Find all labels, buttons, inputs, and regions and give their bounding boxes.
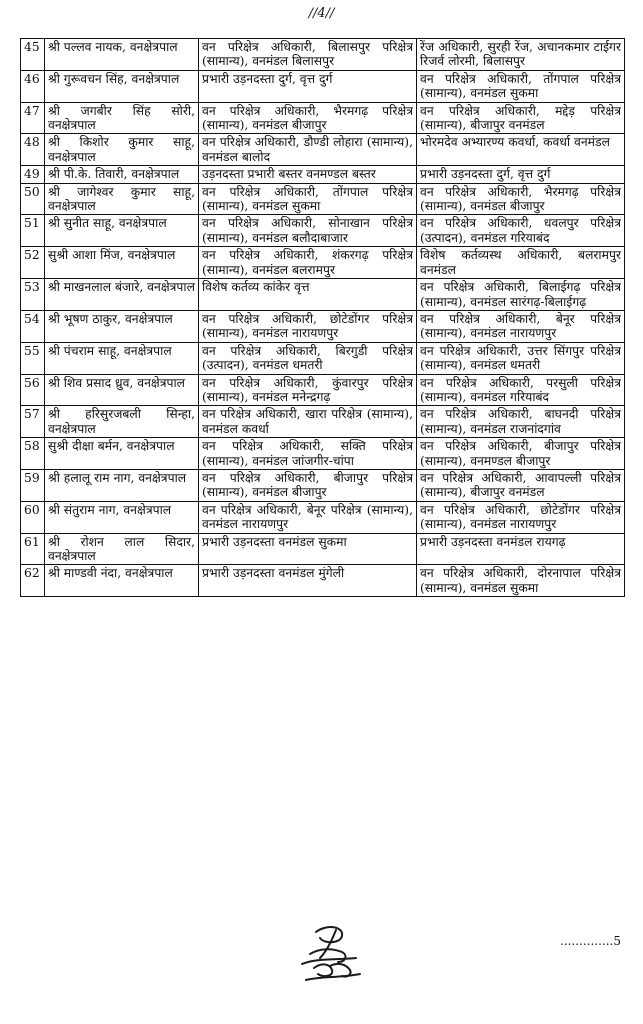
serial-number-cell: 47 <box>21 102 45 134</box>
serial-number-cell: 46 <box>21 70 45 102</box>
officer-name-cell: श्री माखनलाल बंजारे, वनक्षेत्रपाल <box>45 279 199 311</box>
table-row <box>21 501 625 533</box>
new-posting-cell: वन परिक्षेत्र अधिकारी, बाघनदी परिक्षेत्र (सामान्य), वनमंडल राजनांदगांव <box>417 406 625 438</box>
officer-name-cell: सुश्री दीक्षा बर्मन, वनक्षेत्रपाल <box>45 438 199 470</box>
officer-name-cell: श्री संतुराम नाग, वनक्षेत्रपाल <box>45 501 199 533</box>
current-posting-cell: प्रभारी उड़नदस्ता वनमंडल मुंगेली <box>199 565 417 597</box>
table-row <box>21 134 625 166</box>
table-row <box>21 438 625 470</box>
table-row <box>21 279 625 311</box>
officer-name-cell: श्री भूषण ठाकुर, वनक्षेत्रपाल <box>45 310 199 342</box>
serial-number-cell: 60 <box>21 501 45 533</box>
serial-number-cell: 53 <box>21 279 45 311</box>
table-row <box>21 406 625 438</box>
serial-number-cell: 62 <box>21 565 45 597</box>
table-row <box>21 247 625 279</box>
officer-name-cell: श्री जागेश्वर कुमार साहू, वनक्षेत्रपाल <box>45 183 199 215</box>
serial-number-cell: 52 <box>21 247 45 279</box>
current-posting-cell: वन परिक्षेत्र अधिकारी, खारा परिक्षेत्र (सामान्य), वनमंडल कवर्धा <box>199 406 417 438</box>
new-posting-cell: विशेष कर्तव्यस्थ अधिकारी, बलरामपुर वनमंडल <box>417 247 625 279</box>
current-posting-cell: वन परिक्षेत्र अधिकारी, बिरगुडी परिक्षेत्र (उत्पादन), वनमंडल धमतरी <box>199 342 417 374</box>
serial-number-cell: 51 <box>21 215 45 247</box>
new-posting-cell: वन परिक्षेत्र अधिकारी, बेनूर परिक्षेत्र (सामान्य), वनमंडल नारायणपुर <box>417 310 625 342</box>
table-row <box>21 533 625 565</box>
serial-number-cell: 55 <box>21 342 45 374</box>
signature-image <box>296 918 366 988</box>
serial-number-cell: 56 <box>21 374 45 406</box>
officer-name-cell: श्री रोशन लाल सिदार, वनक्षेत्रपाल <box>45 533 199 565</box>
current-posting-cell: वन परिक्षेत्र अधिकारी, सोनाखान परिक्षेत्र (सामान्य), वनमंडल बलौदाबाजार <box>199 215 417 247</box>
current-posting-cell: वन परिक्षेत्र अधिकारी, डौण्डी लोहारा (सामान्य), वनमंडल बालोद <box>199 134 417 166</box>
current-posting-cell: वन परिक्षेत्र अधिकारी, तोंगपाल परिक्षेत्र (सामान्य), वनमंडल सुकमा <box>199 183 417 215</box>
officer-name-cell: श्री माण्डवी नंदा, वनक्षेत्रपाल <box>45 565 199 597</box>
serial-number-cell: 58 <box>21 438 45 470</box>
new-posting-cell: प्रभारी उड़नदस्ता वनमंडल रायगढ़ <box>417 533 625 565</box>
table-row <box>21 342 625 374</box>
transfer-table <box>20 38 625 597</box>
new-posting-cell: वन परिक्षेत्र अधिकारी, परसुली परिक्षेत्र (सामान्य), वनमंडल गरियाबंद <box>417 374 625 406</box>
serial-number-cell: 57 <box>21 406 45 438</box>
officer-name-cell: श्री हलालू राम नाग, वनक्षेत्रपाल <box>45 469 199 501</box>
officer-name-cell: सुश्री आशा मिंज, वनक्षेत्रपाल <box>45 247 199 279</box>
new-posting-cell: भोरमदेव अभ्यारण्य कवर्धा, कवर्धा वनमंडल <box>417 134 625 166</box>
table-row <box>21 183 625 215</box>
table-row <box>21 166 625 183</box>
table-row <box>21 102 625 134</box>
new-posting-cell: वन परिक्षेत्र अधिकारी, धवलपुर परिक्षेत्र (उत्पादन), वनमंडल गरियाबंद <box>417 215 625 247</box>
officer-name-cell: श्री पंचराम साहू, वनक्षेत्रपाल <box>45 342 199 374</box>
new-posting-cell: वन परिक्षेत्र अधिकारी, तोंगपाल परिक्षेत्र (सामान्य), वनमंडल सुकमा <box>417 70 625 102</box>
officer-name-cell: श्री सुनीत साहू, वनक्षेत्रपाल <box>45 215 199 247</box>
serial-number-cell: 49 <box>21 166 45 183</box>
current-posting-cell: वन परिक्षेत्र अधिकारी, बेनूर परिक्षेत्र (सामान्य), वनमंडल नारायणपुर <box>199 501 417 533</box>
current-posting-cell: वन परिक्षेत्र अधिकारी, बिलासपुर परिक्षेत्र (सामान्य), वनमंडल बिलासपुर <box>199 39 417 71</box>
current-posting-cell: वन परिक्षेत्र अधिकारी, कुंवारपुर परिक्षेत्र (सामान्य), वनमंडल मनेन्द्रगढ़ <box>199 374 417 406</box>
new-posting-cell: वन परिक्षेत्र अधिकारी, बीजापुर परिक्षेत्र (सामान्य), वनमण्डल बीजापुर <box>417 438 625 470</box>
table-row <box>21 215 625 247</box>
current-posting-cell: वन परिक्षेत्र अधिकारी, बीजापुर परिक्षेत्र (सामान्य), वनमंडल बीजापुर <box>199 469 417 501</box>
current-posting-cell: वन परिक्षेत्र अधिकारी, छोटेडोंगर परिक्षेत्र (सामान्य), वनमंडल नारायणपुर <box>199 310 417 342</box>
new-posting-cell: रेंज अधिकारी, सुरही रेंज, अचानकमार टाईगर रिजर्व लोरमी, बिलासपुर <box>417 39 625 71</box>
officer-name-cell: श्री हरिसुरजबली सिन्हा, वनक्षेत्रपाल <box>45 406 199 438</box>
serial-number-cell: 54 <box>21 310 45 342</box>
table-row <box>21 310 625 342</box>
officer-name-cell: श्री पल्लव नायक, वनक्षेत्रपाल <box>45 39 199 71</box>
current-posting-cell: उड़नदस्ता प्रभारी बस्तर वनमण्डल बस्तर <box>199 166 417 183</box>
officer-name-cell: श्री गुरूवचन सिंह, वनक्षेत्रपाल <box>45 70 199 102</box>
table-row <box>21 565 625 597</box>
new-posting-cell: वन परिक्षेत्र अधिकारी, उत्तर सिंगपुर परिक्षेत्र (सामान्य), वनमंडल धमतरी <box>417 342 625 374</box>
transfer-table-body <box>21 39 625 597</box>
new-posting-cell: वन परिक्षेत्र अधिकारी, दोरनापाल परिक्षेत्र (सामान्य), वनमंडल सुकमा <box>417 565 625 597</box>
continuation-marker: ..............5 <box>559 934 621 948</box>
new-posting-cell: प्रभारी उड़नदस्ता दुर्ग, वृत्त दुर्ग <box>417 166 625 183</box>
serial-number-cell: 59 <box>21 469 45 501</box>
new-posting-cell: वन परिक्षेत्र अधिकारी, भैरमगढ़ परिक्षेत्र (सामान्य), वनमंडल बीजापुर <box>417 183 625 215</box>
new-posting-cell: वन परिक्षेत्र अधिकारी, मद्देड़ परिक्षेत्र (सामान्य), बीजापुर वनमंडल <box>417 102 625 134</box>
current-posting-cell: वन परिक्षेत्र अधिकारी, सक्ति परिक्षेत्र (सामान्य), वनमंडल जांजगीर-चांपा <box>199 438 417 470</box>
table-row <box>21 469 625 501</box>
page-number: //4// <box>308 6 335 21</box>
new-posting-cell: वन परिक्षेत्र अधिकारी, बिलाईगढ़ परिक्षेत्र (सामान्य), वनमंडल सारंगढ़-बिलाईगढ़ <box>417 279 625 311</box>
table-row <box>21 39 625 71</box>
current-posting-cell: प्रभारी उड़नदस्ता वनमंडल सुकमा <box>199 533 417 565</box>
current-posting-cell: वन परिक्षेत्र अधिकारी, भैरमगढ़ परिक्षेत्र (सामान्य), वनमंडल बीजापुर <box>199 102 417 134</box>
officer-name-cell: श्री शिव प्रसाद ध्रुव, वनक्षेत्रपाल <box>45 374 199 406</box>
current-posting-cell: प्रभारी उड़नदस्ता दुर्ग, वृत्त दुर्ग <box>199 70 417 102</box>
serial-number-cell: 45 <box>21 39 45 71</box>
serial-number-cell: 48 <box>21 134 45 166</box>
table-row <box>21 70 625 102</box>
current-posting-cell: वन परिक्षेत्र अधिकारी, शंकरगढ़ परिक्षेत्र (सामान्य), वनमंडल बलरामपुर <box>199 247 417 279</box>
table-row <box>21 374 625 406</box>
new-posting-cell: वन परिक्षेत्र अधिकारी, आवापल्ली परिक्षेत्र (सामान्य), बीजापुर वनमंडल <box>417 469 625 501</box>
officer-name-cell: श्री पी.के. तिवारी, वनक्षेत्रपाल <box>45 166 199 183</box>
new-posting-cell: वन परिक्षेत्र अधिकारी, छोटेडोंगर परिक्षेत्र (सामान्य), वनमंडल नारायणपुर <box>417 501 625 533</box>
officer-name-cell: श्री किशोर कुमार साहू, वनक्षेत्रपाल <box>45 134 199 166</box>
serial-number-cell: 61 <box>21 533 45 565</box>
serial-number-cell: 50 <box>21 183 45 215</box>
current-posting-cell: विशेष कर्तव्य कांकेर वृत्त <box>199 279 417 311</box>
officer-name-cell: श्री जगबीर सिंह सोरी, वनक्षेत्रपाल <box>45 102 199 134</box>
